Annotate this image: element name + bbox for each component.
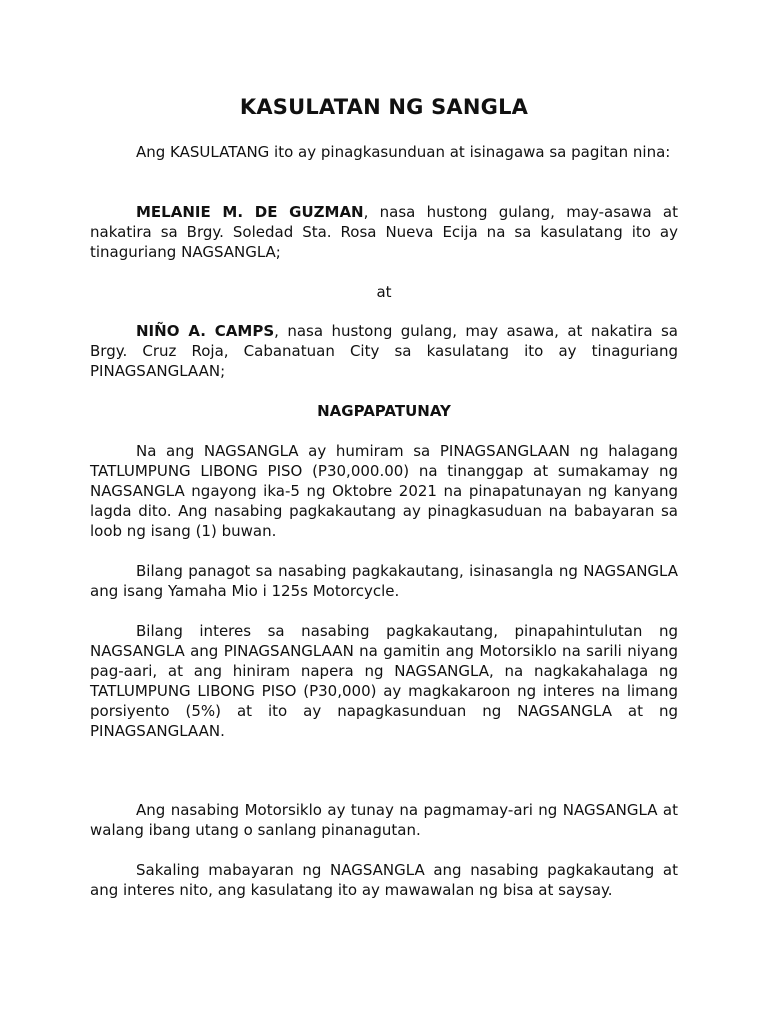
loan-paragraph: Na ang NAGSANGLA ay humiram sa PINAGSANGLAAN ng halagang TATLUMPUNG LIBONG PISO (P30,000.00) na tinanggap at sumakamay ng NAGSANGLA ngayong ika-5 ng Oktobre 2021 na pinapatunayan ng kanyang lagda dito. Ang nasabing pagkakautang ay pinagkasuduan na babayaran sa loob ng isang (1) buwan. — [90, 442, 678, 540]
party2-paragraph — [90, 321, 678, 381]
section-heading: NAGPAPATUNAY — [317, 402, 451, 420]
party2-details: , nasa hustong gulang, may asawa, at nakatira sa Brgy. Cruz Roja, Cabanatuan City sa kasulatang ito ay tinaguriang PINAGSANGLAAN; — [90, 322, 678, 380]
document-title: KASULATAN NG SANGLA — [239, 95, 529, 119]
document-page — [90, 0, 678, 1024]
intro-paragraph: Ang KASULATANG ito ay pinagkasunduan at isinagawa sa pagitan nina: — [136, 143, 671, 161]
interest-paragraph: Bilang interes sa nasabing pagkakautang, pinapahintulutan ng NAGSANGLA ang PINAGSANGLAAN na gamitin ang Motorsiklo na sarili niyang pag-aari, at ang hiniram napera ng NAGSANGLA, na nagkakahalaga ng TATLUMPUNG LIBONG PISO (P30,000) ay magkakaroon ng interes na limang porsiyento (5%) at ito ay napagkasunduan ng NAGSANGLA at ng PINAGSANGLAAN. — [90, 622, 678, 740]
party1-details: , nasa hustong gulang, may-asawa at nakatira sa Brgy. Soledad Sta. Rosa Nueva Ecija na sa kasulatang ito ay tinaguriang NAGSANGLA; — [90, 203, 679, 261]
party2-name: NIÑO A. CAMPS — [136, 322, 275, 340]
party1-paragraph — [90, 202, 678, 262]
connector-at: at — [376, 283, 392, 301]
ownership-paragraph: Ang nasabing Motorsiklo ay tunay na pagmamay-ari ng NAGSANGLA at walang ibang utang o sanlang pinanagutan. — [90, 801, 678, 839]
party1-name: MELANIE M. DE GUZMAN — [136, 203, 364, 221]
collateral-paragraph: Bilang panagot sa nasabing pagkakautang, isinasangla ng NAGSANGLA ang isang Yamaha Mio i 125s Motorcycle. — [90, 562, 678, 600]
termination-paragraph: Sakaling mabayaran ng NAGSANGLA ang nasabing pagkakautang at ang interes nito, ang kasulatang ito ay mawawalan ng bisa at saysay. — [90, 861, 678, 899]
